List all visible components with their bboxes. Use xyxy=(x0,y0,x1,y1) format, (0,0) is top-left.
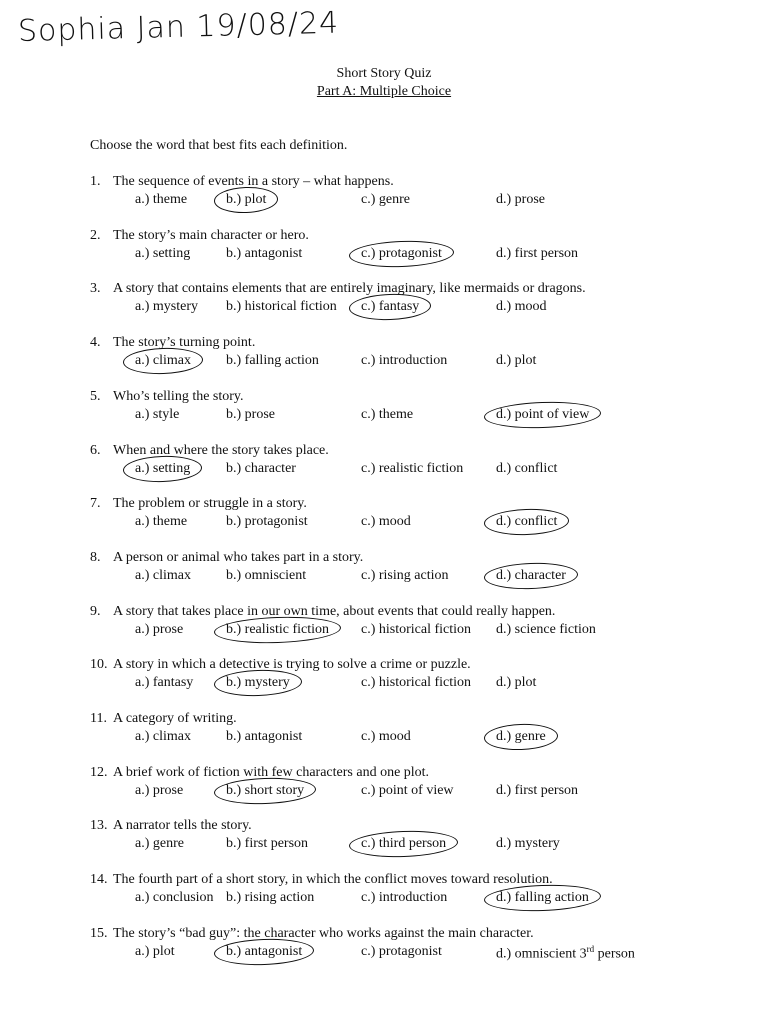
answer-option-circled[interactable]: c.) third person xyxy=(361,836,447,852)
question-item xyxy=(90,818,740,858)
answer-option-circled[interactable]: d.) conflict xyxy=(496,514,558,530)
question-number: 3. xyxy=(90,281,101,297)
answer-option[interactable]: c.) mood xyxy=(361,514,411,530)
answer-option[interactable]: d.) science fiction xyxy=(496,621,596,637)
question-item xyxy=(90,389,740,429)
quiz-title: Short Story Quiz xyxy=(336,66,432,81)
answer-option[interactable]: b.) protagonist xyxy=(226,514,308,530)
question-item xyxy=(90,872,740,912)
question-number: 4. xyxy=(90,335,101,351)
question-text: Who’s telling the story. xyxy=(113,388,244,404)
answer-option[interactable]: c.) rising action xyxy=(361,567,449,583)
question-text: A category of writing. xyxy=(113,711,237,726)
answer-option[interactable]: c.) point of view xyxy=(361,782,454,798)
answer-option-circled[interactable]: b.) short story xyxy=(226,782,305,798)
question-number: 15. xyxy=(90,925,108,941)
answer-option[interactable]: d.) mood xyxy=(496,299,547,315)
question-item xyxy=(90,926,740,966)
question-text: A story in which a detective is trying to solve a crime or puzzle. xyxy=(113,657,471,673)
answer-option[interactable]: a.) climax xyxy=(135,729,191,744)
answer-option[interactable]: c.) genre xyxy=(361,192,410,207)
answer-option-circled[interactable]: d.) genre xyxy=(496,729,546,744)
answer-option[interactable]: d.) first person xyxy=(496,245,579,261)
answer-option-circled[interactable]: a.) setting xyxy=(135,460,191,476)
answer-option[interactable]: b.) character xyxy=(226,460,296,476)
question-number: 6. xyxy=(90,442,101,458)
question-number: 5. xyxy=(90,388,101,404)
answer-option[interactable]: d.) prose xyxy=(496,192,545,207)
answer-option[interactable]: a.) genre xyxy=(135,836,184,852)
answer-option[interactable]: c.) introduction xyxy=(361,353,448,369)
question-item xyxy=(90,550,740,590)
answer-option-circled[interactable]: d.) falling action xyxy=(496,890,589,906)
answer-option[interactable]: a.) style xyxy=(135,406,180,422)
answer-option[interactable]: d.) omniscient 3rd person xyxy=(496,943,635,962)
answer-option[interactable]: a.) climax xyxy=(135,567,191,583)
answer-option[interactable]: a.) conclusion xyxy=(135,890,214,906)
answer-option-circled[interactable]: b.) mystery xyxy=(226,675,290,691)
answer-option[interactable]: a.) fantasy xyxy=(135,675,194,691)
answer-option[interactable]: a.) mystery xyxy=(135,299,198,315)
question-item xyxy=(90,496,740,536)
question-item xyxy=(90,443,740,483)
answer-option-circled[interactable]: a.) climax xyxy=(135,353,191,369)
answer-option[interactable]: d.) plot xyxy=(496,675,537,691)
answer-option-circled[interactable]: d.) point of view xyxy=(496,406,590,422)
answer-option[interactable]: c.) mood xyxy=(361,729,411,744)
question-item xyxy=(90,281,740,321)
question-item xyxy=(90,657,740,697)
quiz-subtitle: Part A: Multiple Choice xyxy=(316,84,452,99)
answer-option[interactable]: a.) theme xyxy=(135,192,188,207)
question-item xyxy=(90,711,740,751)
answer-option[interactable]: c.) introduction xyxy=(361,890,448,906)
question-text: A person or animal who takes part in a story. xyxy=(113,549,364,565)
answer-option-circled[interactable]: c.) fantasy xyxy=(361,299,420,315)
answer-option[interactable]: c.) protagonist xyxy=(361,943,442,959)
instructions: Choose the word that best fits each definition. xyxy=(90,138,348,153)
question-number: 11. xyxy=(90,711,107,726)
answer-option[interactable]: b.) first person xyxy=(226,836,309,852)
question-text: A brief work of fiction with few characters and one plot. xyxy=(113,764,430,780)
question-number: 10. xyxy=(90,657,108,673)
question-item xyxy=(90,604,740,644)
answer-option[interactable]: a.) setting xyxy=(135,245,191,261)
question-number: 2. xyxy=(90,227,101,243)
question-item xyxy=(90,228,740,268)
question-number: 8. xyxy=(90,549,101,565)
question-number: 14. xyxy=(90,872,108,888)
question-text: The sequence of events in a story – what happens. xyxy=(113,174,394,189)
answer-option[interactable]: d.) plot xyxy=(496,353,537,369)
answer-option[interactable]: a.) prose xyxy=(135,782,184,798)
question-text: When and where the story takes place. xyxy=(113,442,329,458)
handwritten-name-date: Sophia Jan 19/08/24 xyxy=(17,5,340,49)
answer-option[interactable]: b.) historical fiction xyxy=(226,299,337,315)
answer-option[interactable]: b.) antagonist xyxy=(226,729,303,744)
question-item xyxy=(90,765,740,805)
question-number: 12. xyxy=(90,764,108,780)
answer-option[interactable]: a.) prose xyxy=(135,621,184,637)
answer-option[interactable]: d.) mystery xyxy=(496,836,560,852)
answer-option-circled[interactable]: b.) antagonist xyxy=(226,943,303,959)
answer-option[interactable]: b.) rising action xyxy=(226,890,315,906)
answer-option-circled[interactable]: b.) plot xyxy=(226,192,267,207)
question-item xyxy=(90,335,740,375)
question-text: The story’s turning point. xyxy=(113,335,256,351)
question-number: 7. xyxy=(90,496,101,512)
question-text: The fourth part of a short story, in which the conflict moves toward resolution. xyxy=(113,872,553,888)
question-text: The story’s “bad guy”: the character who works against the main character. xyxy=(113,925,534,941)
question-number: 9. xyxy=(90,603,101,619)
answer-option[interactable]: b.) antagonist xyxy=(226,245,303,261)
question-text: The story’s main character or hero. xyxy=(113,227,309,243)
answer-option[interactable]: c.) realistic fiction xyxy=(361,460,464,476)
question-number: 13. xyxy=(90,818,108,834)
answer-option[interactable]: a.) plot xyxy=(135,943,175,959)
answer-option[interactable]: d.) first person xyxy=(496,782,579,798)
answer-option[interactable]: c.) historical fiction xyxy=(361,621,472,637)
question-text: A story that takes place in our own time, about events that could really happen. xyxy=(113,603,556,619)
answer-option[interactable]: b.) prose xyxy=(226,406,275,422)
answer-option-circled[interactable]: c.) protagonist xyxy=(361,245,442,261)
answer-option[interactable]: b.) omniscient xyxy=(226,567,307,583)
answer-option[interactable]: d.) conflict xyxy=(496,460,558,476)
answer-option[interactable]: b.) falling action xyxy=(226,353,319,369)
question-text: The problem or struggle in a story. xyxy=(113,496,307,512)
question-number: 1. xyxy=(90,174,101,189)
question-item xyxy=(90,174,740,214)
answer-option-circled[interactable]: d.) character xyxy=(496,567,566,583)
question-text: A story that contains elements that are entirely imaginary, like mermaids or dragons. xyxy=(113,281,586,297)
answer-option[interactable]: a.) theme xyxy=(135,514,188,530)
question-text: A narrator tells the story. xyxy=(113,818,252,834)
answer-option[interactable]: c.) historical fiction xyxy=(361,675,472,691)
answer-option[interactable]: c.) theme xyxy=(361,406,414,422)
answer-option-circled[interactable]: b.) realistic fiction xyxy=(226,621,330,637)
